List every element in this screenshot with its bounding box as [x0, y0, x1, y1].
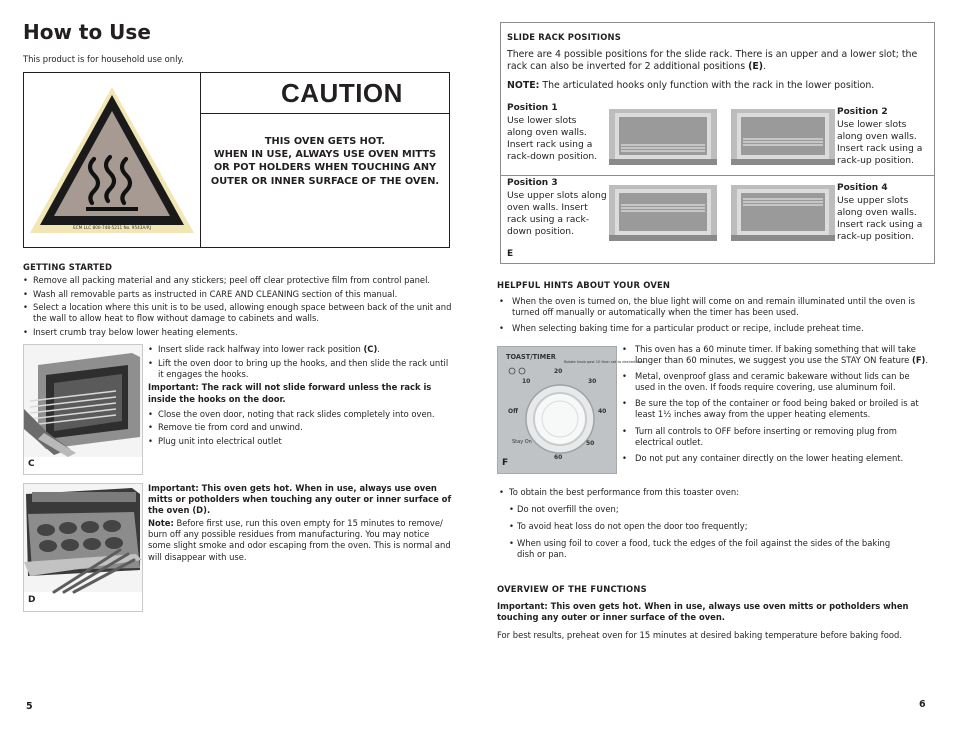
hints-list [499, 296, 931, 337]
mitts-important-note: Important: This oven gets hot. When in use, always use oven mitts or potholders when touching any outer or inner surface of the oven (D). [148, 483, 452, 516]
list-item: • Insert crumb tray below lower heating elements. [23, 327, 455, 338]
oven-rack-position-2-image [731, 109, 835, 165]
list-item: • Be sure the top of the container or food being baked or broiled is at least 1½ inches away from the upper heating elements. [622, 398, 932, 420]
dial-mark-50: 50 [586, 440, 595, 447]
page-title: How to Use [23, 20, 151, 44]
caution-heading-cell [201, 73, 449, 114]
caution-heading: CAUTION [281, 78, 403, 108]
slide-rack-description: There are 4 possible positions for the slide rack. There is an upper and a lower slot; the rack can also be inverted for 2 additional positions (E). [507, 49, 918, 73]
position-3 [507, 178, 607, 238]
position-4 [837, 183, 933, 243]
list-item: • Close the oven door, noting that rack slides completely into oven. [148, 409, 454, 420]
list-item: • To obtain the best performance from this toaster oven: [499, 487, 931, 498]
figure-f [497, 346, 645, 474]
position-3-label: Position 3 [507, 178, 558, 188]
functions-heading: OVERVIEW OF THE FUNCTIONS [497, 584, 647, 594]
position-2 [837, 107, 933, 167]
dial-mark-stay-on: Stay On [512, 439, 532, 445]
figure-c-text [148, 344, 454, 450]
list-item: • Metal, ovenproof glass and ceramic bakeware without lids can be used in the oven. If foods require covering, use aluminum foil. [622, 371, 932, 393]
figure-d-text [148, 483, 454, 563]
dial-mark-40: 40 [598, 408, 607, 415]
performance-list [499, 487, 931, 503]
dial-mark-20: 20 [554, 368, 563, 375]
caution-line-2: WHEN IN USE, ALWAYS USE OVEN MITTS OR POT HOLDERS WHEN TOUCHING ANY OUTER OR INNER SURFACE OF THE OVEN. [210, 149, 440, 187]
oven-mitt-tray-illustration [24, 484, 142, 592]
list-item: • Lift the oven door to bring up the hooks, and then slide the rack until it engages the hooks. [148, 358, 454, 380]
figure-d [23, 483, 143, 612]
performance-sublist [509, 504, 909, 563]
list-item: • Remove all packing material and any stickers; peel off clear protective film from control panel. [23, 275, 455, 286]
getting-started-heading: GETTING STARTED [23, 262, 113, 272]
hints-heading: HELPFUL HINTS ABOUT YOUR OVEN [497, 280, 671, 290]
position-4-label: Position 4 [837, 183, 888, 193]
caution-line-1: THIS OVEN GETS HOT. [264, 136, 386, 147]
oven-rack-position-4-image [731, 185, 835, 241]
figure-d-label: D [28, 595, 36, 605]
slide-rack-box [500, 22, 935, 264]
list-item: • Select a location where this unit is to be used, allowing enough space between back of the unit and the wall to allow heat to flow without damage to cabinets and walls. [23, 302, 455, 324]
toast-icon [509, 368, 515, 374]
dial-mark-off: Off [508, 408, 518, 415]
list-item: • Plug unit into electrical outlet [148, 436, 454, 447]
list-item: • When using foil to cover a food, tuck the edges of the foil against the sides of the baking dish or pan. [509, 538, 909, 560]
position-4-text: Use upper slots along oven walls. Insert rack using a rack-up position. [837, 194, 923, 242]
dial-title: TOAST/TIMER [506, 353, 556, 361]
toast-timer-dial-illustration [498, 347, 645, 473]
position-1 [507, 103, 603, 163]
oven-rack-insert-illustration [24, 345, 142, 457]
list-item: • To avoid heat loss do not open the door too frequently; [509, 521, 909, 532]
getting-started-list [23, 275, 455, 341]
hot-surface-warning-icon [24, 73, 200, 247]
list-item: • Remove tie from cord and unwind. [148, 422, 454, 433]
list-item: • Do not overfill the oven; [509, 504, 909, 515]
list-item: • This oven has a 60 minute timer. If baking something that will take longer than 60 minutes, we suggest you use the STAY ON feature (F). [622, 344, 932, 366]
list-item: • Wash all removable parts as instructed in CARE AND CLEANING section of this manual. [23, 289, 455, 300]
position-1-label: Position 1 [507, 103, 558, 113]
figure-f-label: F [502, 458, 509, 468]
dial-mark-60: 60 [554, 454, 563, 461]
hot-surface-line [86, 207, 138, 211]
position-2-label: Position 2 [837, 107, 888, 117]
position-3-text: Use upper slots along oven walls. Insert rack using a rack-down position. [507, 189, 607, 237]
position-1-text: Use lower slots along oven walls. Insert rack using a rack-down position. [507, 114, 598, 162]
figure-f-hints [622, 344, 932, 466]
oven-rack-position-3-image [609, 185, 717, 241]
position-2-text: Use lower slots along oven walls. Insert rack using a rack-up position. [837, 118, 923, 166]
list-item: • When selecting baking time for a particular product or recipe, include preheat time. [499, 323, 931, 334]
first-use-note: Note: Before first use, run this oven empty for 15 minutes to remove/ burn off any possible residues from manufacturing. You may notice some slight smoke and odor escaping from the oven. This is normal and will disappear with use. [148, 518, 451, 562]
list-item: • Turn all controls to OFF before inserting or removing plug from electrical outlet. [622, 426, 932, 448]
caution-message [201, 135, 449, 188]
figure-c [23, 344, 143, 475]
list-item: • When the oven is turned on, the blue light will come on and remain illuminated until the oven is turned off manually or automatically when the timer has been used. [499, 296, 931, 318]
dial-instruction: Rotate knob past 10 then set to desired time [564, 360, 645, 364]
list-item: • Insert slide rack halfway into lower rack position (C). [148, 344, 454, 355]
rack-divider [501, 175, 934, 176]
figure-c-label: C [28, 459, 35, 469]
hot-surface-symbol-cell [24, 73, 201, 247]
page-number-left: 5 [26, 701, 33, 712]
oven-rack-position-1-image [609, 109, 717, 165]
sign-fineprint: ECM LLC 800-748-5211 No. 9543A/RJ [73, 225, 151, 230]
household-use-note: This product is for household use only. [23, 54, 184, 64]
functions-important-note: Important: This oven gets hot. When in use, always use oven mitts or potholders when touching any outer or inner surface of the oven. [497, 601, 909, 623]
slide-rack-note: NOTE: The articulated hooks only function with the rack in the lower position. [507, 80, 875, 91]
page-number-right: 6 [919, 699, 926, 710]
list-item: • Do not put any container directly on the lower heating element. [622, 453, 932, 464]
timer-icon [519, 368, 525, 374]
functions-preheat-note: For best results, preheat oven for 15 minutes at desired baking temperature before baking food. [497, 630, 902, 640]
dial-mark-10: 10 [522, 378, 531, 385]
caution-box [23, 72, 450, 248]
rack-important-note: Important: The rack will not slide forward unless the rack is inside the hooks on the door. [148, 382, 432, 404]
figure-e-label: E [507, 249, 514, 259]
dial-mark-30: 30 [588, 378, 597, 385]
slide-rack-heading: SLIDE RACK POSITIONS [507, 32, 621, 42]
